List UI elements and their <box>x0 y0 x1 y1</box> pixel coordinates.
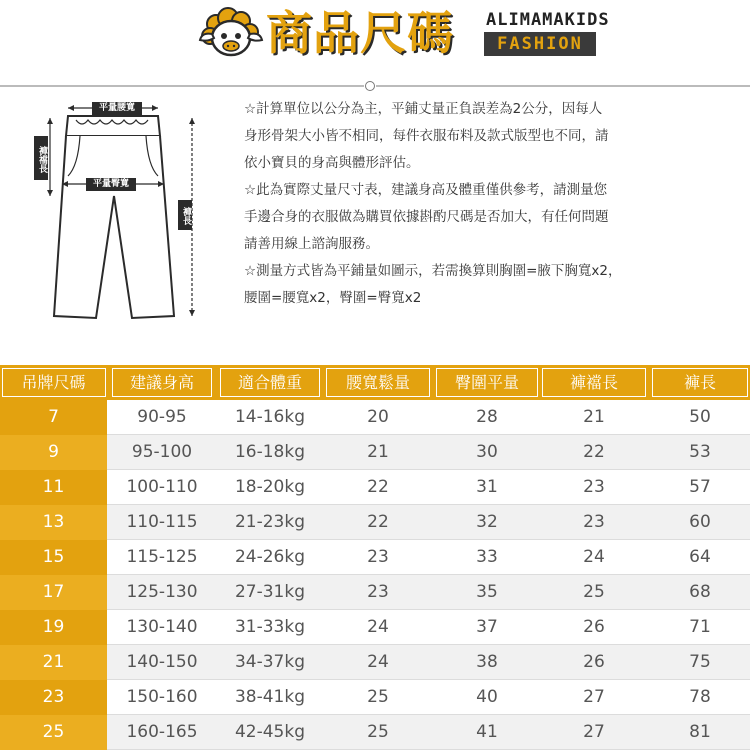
note-line: 腰圍=腰寬x2，臀圍=臀寬x2 <box>244 290 422 306</box>
waist-cell: 21 <box>367 442 389 462</box>
table-row <box>0 470 750 505</box>
table-row <box>0 505 750 540</box>
tag-size-cell: 7 <box>0 400 107 435</box>
table-row <box>0 575 750 610</box>
header <box>0 0 750 70</box>
hip-width-tag: 平量臀寬 <box>86 178 136 191</box>
header-weight: 適合體重 <box>237 373 302 392</box>
hip-cell: 35 <box>476 582 498 602</box>
waist-cell: 22 <box>367 477 389 497</box>
waist-cell: 20 <box>367 407 389 427</box>
height-cell: 100-110 <box>126 477 198 497</box>
length-cell: 75 <box>689 652 711 672</box>
note-line: 身形骨架大小皆不相同，每件衣服布料及款式版型也不同，請 <box>244 128 609 144</box>
height-cell: 150-160 <box>126 687 198 707</box>
tag-size-cell: 13 <box>0 505 107 540</box>
rise-cell: 23 <box>583 477 605 497</box>
hip-cell: 32 <box>476 512 498 532</box>
table-row <box>0 540 750 575</box>
weight-cell: 31-33kg <box>234 617 306 637</box>
table-row <box>0 645 750 680</box>
weight-cell: 16-18kg <box>234 442 306 462</box>
rise-cell: 26 <box>583 652 605 672</box>
rise-cell: 21 <box>583 407 605 427</box>
length-cell: 57 <box>689 477 711 497</box>
waist-cell: 24 <box>367 617 389 637</box>
brand-tagline-badge <box>484 32 596 56</box>
weight-cell: 18-20kg <box>234 477 306 497</box>
waist-cell: 24 <box>367 652 389 672</box>
tag-size-cell: 9 <box>0 435 107 470</box>
waist-cell: 25 <box>367 687 389 707</box>
hip-cell: 37 <box>476 617 498 637</box>
size-table <box>0 365 750 750</box>
note-line: 請善用線上諮詢服務。 <box>244 236 379 252</box>
rise-cell: 25 <box>583 582 605 602</box>
hip-cell: 38 <box>476 652 498 672</box>
height-cell: 110-115 <box>126 512 198 532</box>
note-line: ☆測量方式皆為平鋪量如圖示，若需換算則胸圍=腋下胸寬x2， <box>244 263 622 279</box>
waist-cell: 22 <box>367 512 389 532</box>
table-row <box>0 715 750 750</box>
header-divider <box>0 80 750 92</box>
height-cell: 115-125 <box>126 547 198 567</box>
length-cell: 64 <box>689 547 711 567</box>
height-cell: 160-165 <box>126 722 198 742</box>
brand-tagline: FASHION <box>497 34 583 54</box>
tag-size-cell: 21 <box>0 645 107 680</box>
length-cell: 81 <box>689 722 711 742</box>
pants-measurement-diagram <box>24 96 224 336</box>
header-waist: 腰寬鬆量 <box>345 373 410 392</box>
table-row <box>0 400 750 435</box>
hip-cell: 30 <box>476 442 498 462</box>
tag-size-cell: 11 <box>0 470 107 505</box>
weight-cell: 27-31kg <box>234 582 306 602</box>
weight-cell: 24-26kg <box>234 547 306 567</box>
length-cell: 78 <box>689 687 711 707</box>
weight-cell: 34-37kg <box>234 652 306 672</box>
rise-cell: 26 <box>583 617 605 637</box>
hip-cell: 31 <box>476 477 498 497</box>
rise-cell: 22 <box>583 442 605 462</box>
pants-outline-icon <box>24 96 224 336</box>
weight-cell: 14-16kg <box>234 407 306 427</box>
height-cell: 130-140 <box>126 617 198 637</box>
page-title: 商品尺碼 <box>266 6 454 60</box>
tag-size-cell: 15 <box>0 540 107 575</box>
header-rise: 褲襠長 <box>569 373 618 392</box>
tag-size-cell: 17 <box>0 575 107 610</box>
rise-cell: 27 <box>583 722 605 742</box>
header-height: 建議身高 <box>129 373 194 392</box>
tag-size-cell: 23 <box>0 680 107 715</box>
rise-length-tag: 褲襠長 <box>34 136 48 180</box>
rise-cell: 27 <box>583 687 605 707</box>
hip-cell: 28 <box>476 407 498 427</box>
length-cell: 50 <box>689 407 711 427</box>
length-cell: 71 <box>689 617 711 637</box>
note-line: 依小寶貝的身高與體形評估。 <box>244 155 420 171</box>
table-header <box>0 365 750 400</box>
tag-size-cell: 25 <box>0 715 107 750</box>
length-cell: 68 <box>689 582 711 602</box>
header-length: 褲長 <box>683 373 716 392</box>
waist-cell: 25 <box>367 722 389 742</box>
rise-cell: 24 <box>583 547 605 567</box>
height-cell: 140-150 <box>126 652 198 672</box>
weight-cell: 21-23kg <box>234 512 306 532</box>
rise-cell: 23 <box>583 512 605 532</box>
sheep-logo-icon <box>196 6 266 62</box>
header-tag-size: 吊牌尺碼 <box>21 373 86 392</box>
height-cell: 95-100 <box>131 442 193 462</box>
pants-length-tag: 褲長 <box>178 200 192 230</box>
length-cell: 60 <box>689 512 711 532</box>
hip-cell: 41 <box>476 722 498 742</box>
waist-cell: 23 <box>367 547 389 567</box>
table-row <box>0 680 750 715</box>
table-row <box>0 435 750 470</box>
tag-size-cell: 19 <box>0 610 107 645</box>
hip-cell: 40 <box>476 687 498 707</box>
length-cell: 53 <box>689 442 711 462</box>
height-cell: 125-130 <box>126 582 198 602</box>
header-hip: 臀圍平量 <box>454 373 519 392</box>
waist-width-tag: 平量腰寬 <box>92 102 142 115</box>
brand-name: ALIMAMAKIDS <box>486 10 610 30</box>
note-line: ☆此為實際丈量尺寸表，建議身高及體重僅供參考，請測量您 <box>244 182 608 198</box>
note-line: ☆計算單位以公分為主，平鋪丈量正負誤差為2公分，因每人 <box>244 101 603 117</box>
size-notes <box>244 96 744 312</box>
waist-cell: 23 <box>367 582 389 602</box>
height-cell: 90-95 <box>137 407 187 427</box>
weight-cell: 38-41kg <box>234 687 306 707</box>
hip-cell: 33 <box>476 547 498 567</box>
note-line: 手邊合身的衣服做為購買依據斟酌尺碼是否加大，有任何問題 <box>244 209 609 225</box>
weight-cell: 42-45kg <box>234 722 306 742</box>
table-row <box>0 610 750 645</box>
